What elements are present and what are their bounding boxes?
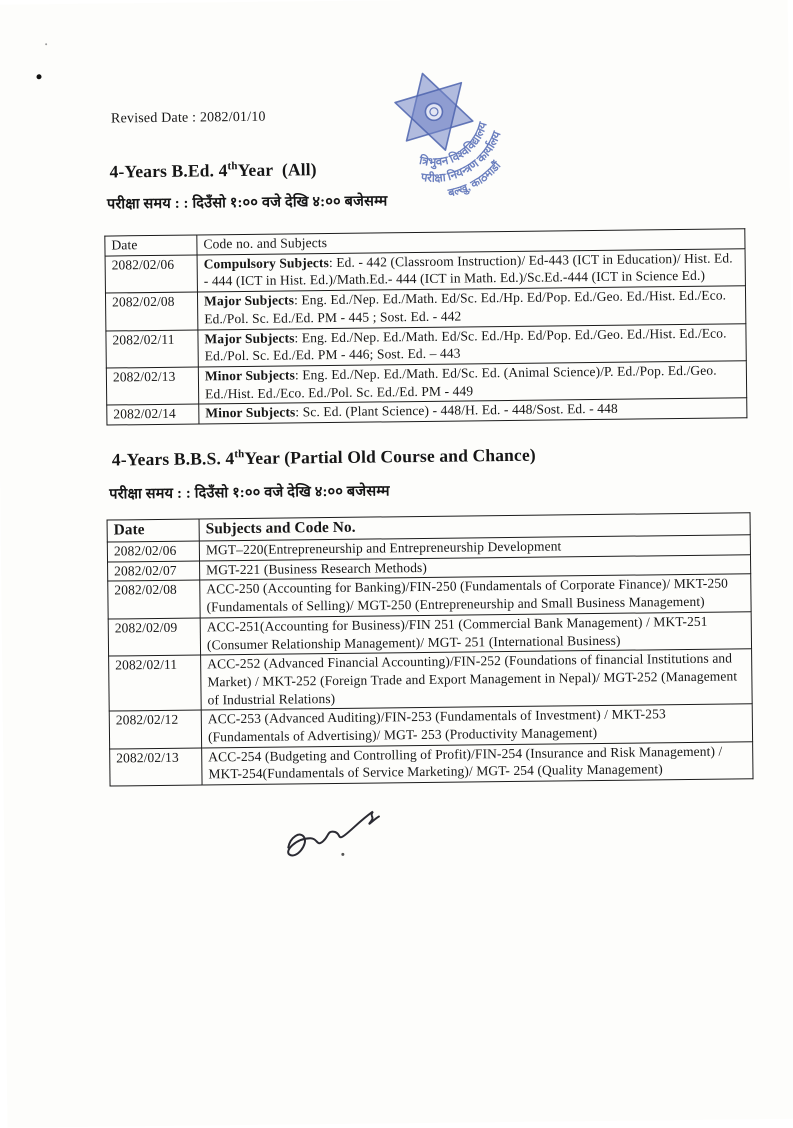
date-cell: 2082/02/11 xyxy=(109,655,202,711)
date-cell: 2082/02/12 xyxy=(109,710,201,748)
subjects-cell: Minor Subjects: Eng. Ed./Nep. Ed./Math. Ed/Sc. Ed. (Animal Science)/P. Ed./Pop. Ed./Geo. Ed./Hist. Ed./Eco. Ed./Pol. Sc. Ed./Ed. PM - 449 xyxy=(198,361,746,405)
subjects-cell: ACC-252 (Advanced Financial Accounting)/FIN-252 (Foundations of financial Institutions and Market) / MKT-252 (Foreign Trade and Export Management in Nepal)/ MGT-252 (Management of Industrial Relations) xyxy=(201,649,753,710)
bed-section-title: 4-Years B.Ed. 4thYear (All) xyxy=(109,159,317,182)
scan-ink-speck xyxy=(36,74,41,79)
subjects-cell: Major Subjects: Eng. Ed./Nep. Ed./Math. Ed/Sc. Ed./Hp. Ed/Pop. Ed./Geo. Ed./Hist. Ed./Eco. Ed./Pol. Sc. Ed./Ed. PM - 446; Sost. Ed. – 443 xyxy=(198,323,746,367)
date-column-header: Date xyxy=(107,519,199,542)
table-row xyxy=(110,741,753,786)
scan-speck-small xyxy=(45,43,47,45)
subjects-cell: Compulsory Subjects: Ed. - 442 (Classroom Instruction)/ Ed-443 (ICT in Education)/ Hist. Ed. - 444 (ICT in Hist. Ed.)/Math.Ed.- 444 (ICT in Math. Ed.)/Sc.Ed.-444 (ICT in Science Ed.) xyxy=(197,249,745,293)
date-cell: 2082/02/11 xyxy=(106,330,198,368)
table-row xyxy=(109,649,753,711)
bed-schedule-table xyxy=(104,228,747,425)
subjects-cell: ACC-254 (Budgeting and Controlling of Profit)/FIN-254 (Insurance and Risk Management) / MKT-254(Fundamentals of Service Marketing)/ MGT- 254 (Quality Management) xyxy=(202,741,753,785)
subjects-column-header: Code no. and Subjects xyxy=(197,229,745,255)
bbs-exam-time-line: परीक्षा समय : : दिउँसो १:०० वजे देखि ४:०० बजेसम्म xyxy=(109,483,390,503)
svg-text:बल्खु, काठमाडौं: बल्खु, काठमाडौं xyxy=(447,159,504,200)
svg-text:त्रिभुवन विश्वविद्यालय: त्रिभुवन विश्वविद्यालय xyxy=(418,120,490,169)
subjects-cell: MGT–220(Entrepreneurship and Entrepreneurship Development xyxy=(199,535,750,561)
subjects-column-header: Subjects and Code No. xyxy=(199,513,750,541)
date-cell: 2082/02/09 xyxy=(108,618,200,656)
subjects-cell: Minor Subjects: Sc. Ed. (Plant Science) - 448/H. Ed. - 448/Sost. Ed. - 448 xyxy=(199,398,747,424)
date-cell: 2082/02/08 xyxy=(108,580,200,618)
date-cell: 2082/02/06 xyxy=(105,255,197,293)
date-column-header: Date xyxy=(105,235,197,256)
date-cell: 2082/02/14 xyxy=(107,404,199,425)
date-cell: 2082/02/13 xyxy=(106,367,198,405)
date-cell: 2082/02/06 xyxy=(107,541,199,562)
subjects-cell: ACC-251(Accounting for Business)/FIN 251 (Commercial Bank Management) / MKT-251 (Consumer Relationship Management)/ MGT- 251 (International Business) xyxy=(200,612,751,656)
bbs-schedule-table xyxy=(107,512,754,786)
handwritten-signature xyxy=(280,804,393,869)
date-cell: 2082/02/13 xyxy=(110,748,202,786)
tribhuvan-university-exam-office-seal xyxy=(345,49,519,203)
subjects-cell: ACC-250 (Accounting for Banking)/FIN-250 (Fundamentals of Corporate Finance)/ MKT-250 (Fundamentals of Selling)/ MGT-250 (Entrepreneurship and Small Business Management) xyxy=(200,574,751,618)
svg-text:परीक्षा नियन्त्रण कार्यालय: परीक्षा नियन्त्रण कार्यालय xyxy=(420,129,504,185)
subjects-cell: Major Subjects: Eng. Ed./Nep. Ed./Math. Ed/Sc. Ed./Hp. Ed/Pop. Ed./Geo. Ed./Hist. Ed./Eco. Ed./Pol. Sc. Ed./Ed. PM - 445 ; Sost. Ed. - 442 xyxy=(197,286,745,330)
date-cell: 2082/02/07 xyxy=(108,561,200,582)
subjects-cell: MGT-221 (Business Research Methods) xyxy=(200,554,751,580)
bbs-section-title: 4-Years B.B.S. 4thYear (Partial Old Course and Chance) xyxy=(111,444,536,470)
revised-date-label: Revised Date : 2082/01/10 xyxy=(110,109,266,127)
subjects-cell: ACC-253 (Advanced Auditing)/FIN-253 (Fundamentals of Investment) / MKT-253 (Fundamentals of Advertising)/ MGT- 253 (Productivity Management) xyxy=(201,704,752,748)
bed-exam-time-line: परीक्षा समय : : दिउँसो १:०० वजे देखि ४:०० बजेसम्म xyxy=(106,193,388,213)
date-cell: 2082/02/08 xyxy=(105,292,197,330)
